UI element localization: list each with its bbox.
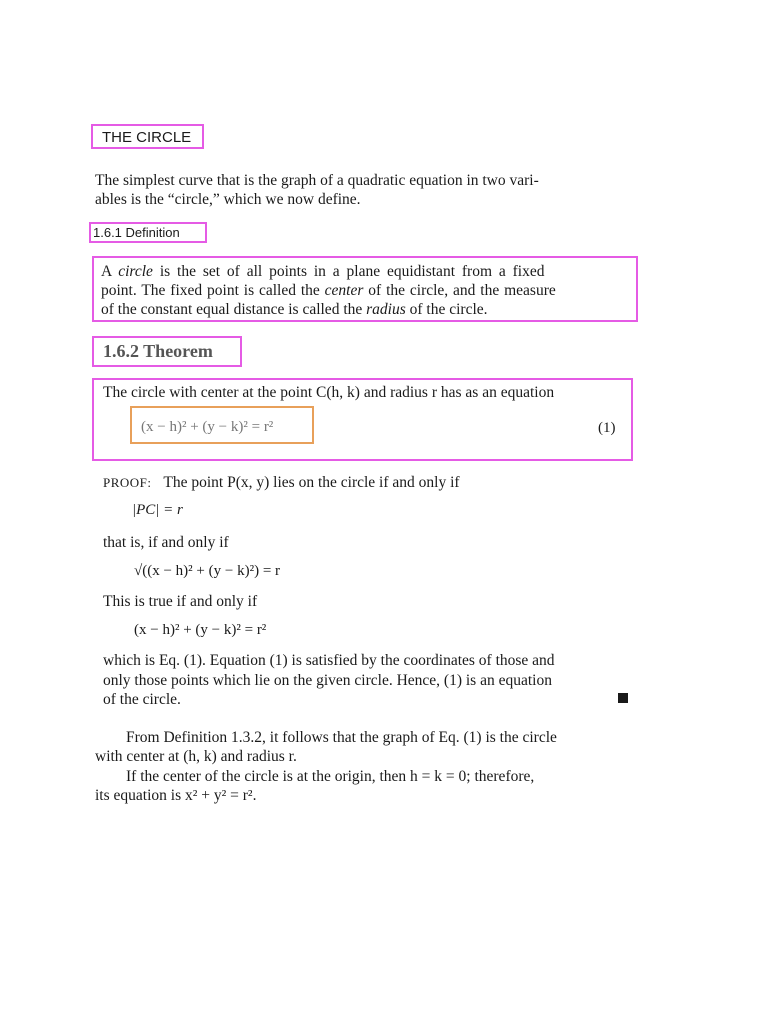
section-title: THE CIRCLE	[102, 129, 192, 146]
theorem-statement-text: The circle with center at the point C(h, k) and radius r has as an equation	[103, 384, 555, 401]
proof-equation-3: (x − h)² + (y − k)² = r²	[134, 622, 267, 638]
proof-line-1	[103, 473, 460, 492]
closing-p2-line-2: its equation is x² + y² = r².	[95, 787, 257, 804]
proof-label: PROOF:	[103, 475, 152, 490]
closing-p1-line-1: From Definition 1.3.2, it follows that the graph of Eq. (1) is the circle	[126, 729, 557, 746]
closing-p1-line-2: with center at (h, k) and radius r.	[95, 748, 297, 765]
term-circle: circle	[118, 263, 153, 280]
theorem-heading: 1.6.2 Theorem	[103, 341, 213, 361]
theorem-equation-number: (1)	[598, 420, 616, 436]
definition-line-1: A circle is the set of all points in a plane equidistant from a fixed	[101, 263, 545, 280]
qed-mark	[618, 693, 628, 703]
proof-equation-1: |PC| = r	[132, 502, 183, 518]
term-radius: radius	[366, 301, 406, 318]
intro-line-1: The simplest curve that is the graph of a quadratic equation in two vari-	[95, 172, 539, 189]
proof-line-6: of the circle.	[103, 691, 181, 708]
term-center: center	[324, 282, 364, 299]
intro-line-2: ables is the “circle,” which we now define.	[95, 191, 361, 208]
proof-line-2: that is, if and only if	[103, 534, 229, 551]
proof-line-1-text: The point P(x, y) lies on the circle if and only if	[163, 474, 460, 491]
proof-line-5: only those points which lie on the given circle. Hence, (1) is an equation	[103, 672, 552, 689]
theorem-equation: (x − h)² + (y − k)² = r²	[141, 419, 274, 435]
proof-equation-2: √((x − h)² + (y − k)²) = r	[134, 563, 281, 579]
proof-line-4: which is Eq. (1). Equation (1) is satisfied by the coordinates of those and	[103, 652, 555, 669]
definition-heading: 1.6.1 Definition	[93, 225, 180, 240]
theorem-statement	[103, 383, 554, 402]
definition-line-2: point. The fixed point is called the center of the circle, and the measure	[101, 282, 556, 299]
proof-line-3: This is true if and only if	[103, 593, 258, 610]
definition-line-3: of the constant equal distance is called the radius of the circle.	[101, 301, 488, 318]
closing-p2-line-1: If the center of the circle is at the origin, then h = k = 0; therefore,	[126, 768, 535, 785]
